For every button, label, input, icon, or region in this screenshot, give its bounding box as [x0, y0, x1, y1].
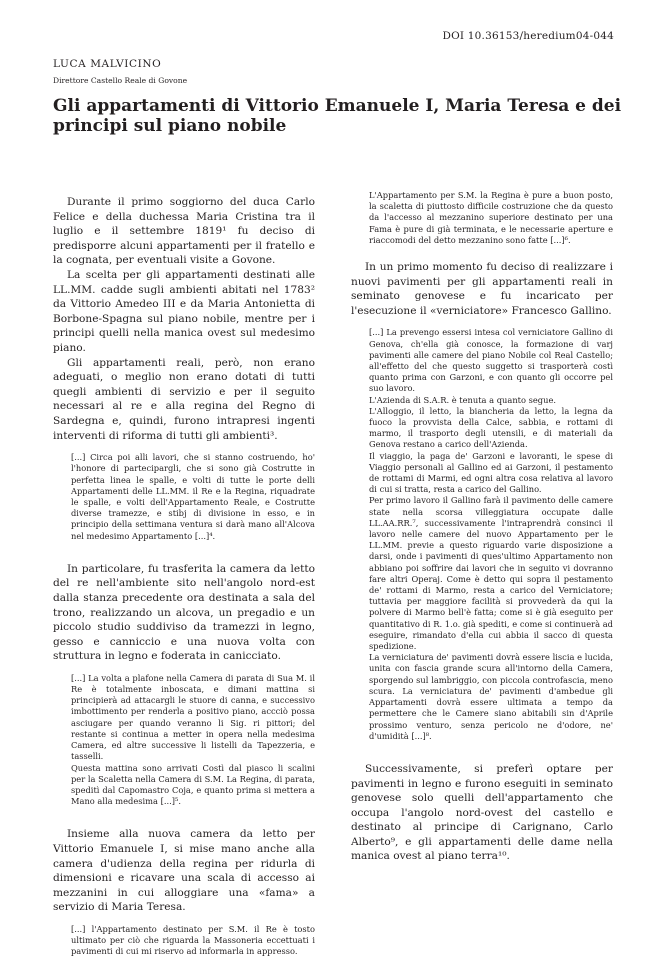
paragraph: Gli appartamenti reali, però, non erano adeguati, o meglio non erano dotati di tutti quegli ambienti di servizio e per il seguito necessari al re e alla regina del Regno di Sardegna e, quindi, furono intrapresi ingenti interventi di riforma di tutti gli ambienti³.	[53, 356, 315, 442]
left-column	[53, 195, 315, 957]
author-role: Direttore Castello Reale di Govone	[53, 76, 188, 85]
block-quote: [...] Circa poi alli lavori, che si stanno costruendo, ho' l'honore di partecipargli, che si sono già Costrutte in perfetta linea le spalle, e volti di tutte le porte delli Appartamenti delle LL.MM. il Re e la Regina, riquadrate le spalle, e volti dell'Appartamento Reale, e Costrutte diverse tramezze, e stibj di divisione in esso, e in principio della settimana ventura si darà mano all'Alcova nel medesimo Appartamento [...]⁴.	[71, 452, 315, 541]
paragraph: Durante il primo soggiorno del duca Carlo Felice e della duchessa Maria Cristina tra il luglio e il settembre 1819¹ fu deciso di predisporre alcuni appartamenti per il fratello e la cognata, per eventuali visite a Govone.	[53, 196, 315, 267]
article-title: Gli appartamenti di Vittorio Emanuele I, Maria Teresa e dei principi sul piano nobile	[53, 96, 622, 136]
block-quote: L'Appartamento per S.M. la Regina è pure a buon posto, la scaletta di piuttosto difficile costruzione che da questo da l'accesso al mezzanino superiore destinato per una Fama è pure di già terminata, e le necessarie aperture e riaccomodi del detto mezzanino sono fatte [...]⁶.	[369, 190, 613, 245]
block-quote: [...] La volta a plafone nella Camera di parata di Sua M. il Re è totalmente inboscata, e dimani mattina si principierà ad attacargli le stuore di canna, e successivo imbottimento per renderla a positivo piano, accciò possa asciugare per quando veranno li Sig. ri pittori; del restante si continua a metter in opera nella medesima Camera, ed altre successive li listelli da Tapezzeria, e tasselli. Questa mattina sono arrivati Costì dal piasco li scalini per la Scaletta nella Camera di S.M. La Regina, di parata, speditì dal Capomastro Coja, e quanto prima si mettera a Mano alla medesima [...]⁵.	[71, 672, 315, 807]
block-quote: [...] La prevengo essersi intesa col verniciatore Gallino di Genova, ch'ella già conosce, la formazione di varj pavimenti alle camere del piano Nobile col Real Castello; all'effetto del che questo suggetto si trasporterà costì quanto prima con Garzoni, e con quanto gli occorre pel suo lavoro. L'Azienda di S.A.R. è tenuta a quanto segue. L'Alloggio, il letto, la biancheria da letto, la legna da fuoco la provvista della Calce, sabbia, e rottami di marmo, il trasporto degli utensili, e di materiali da Genova restano a carico dell'Azienda. Il viaggio, la paga de' Garzoni e lavoranti, le spese di Viaggio personali al Gallino ed ai Garzoni, il pestamento de rottami di Marmi, ed ogni altra cosa relativa al lavoro di cui si tratta, resta a carico del Gallino. Per primo lavoro il Gallino farà il pavimento delle camere state nella scorsa villeggiatura occupate dalle LL.AA.RR.⁷, successivamente l'intraprendrà consinci il lavoro nelle camere del nuovo Appartamento per le LL.MM. previe a questo riguardo varie disposizione a darsi, onde i pavimenti di ques'ultimo Appartamento non abbiano poi soffrire dai lavori che in seguito vi dovranno fare altri Operaj. Come è detto qui sopra il pestamento de' rottami di Marmo, resta a carico del Verniciatore; tuttavia per maggiore facilità si provvederà da qui la polvere di Marmo bell'è fatta; come si è già eseguito per quantitativo di R. 1.o. già spediti, e come si continuerà ad eseguire, rimandato d'ella cui abbia il sacco di questa spedizione. La verniciatura de' pavimenti dovrà essere liscia e lucida, unita con fascia grande scura all'intorno della Camera, sporgendo sul lambriggio, con piccola controfascia, meno scura. La verniciatura de' pavimenti d'ambedue gli Appartamenti dovrà essere ultimata a tempo da permettere che le Camere siano abitabili sin d'Aprile prossimo venturo, senza pericolo ne d'odore, ne' d'umidità [...]⁸.	[369, 327, 613, 741]
paragraph: Successivamente, si preferì optare per pavimenti in legno e furono eseguiti in seminato genovese solo quelli dell'appartamento che occupa l'angolo nord-ovest del castello e destinato al principe di Carignano, Carlo Alberto⁹, e gli appartamenti delle dame nella manica ovest al piano terra¹⁰.	[351, 762, 613, 863]
doi: DOI 10.36153/heredium04-044	[442, 30, 614, 42]
block-quote: [...] l'Appartamento destinato per S.M. il Re è tosto ultimato per ciò che riguarda la Massoneria eccettuati i pavimenti di cui mi riservo ad informarla in appresso.	[71, 923, 315, 957]
paragraph: La scelta per gli appartamenti destinati alle LL.MM. cadde sugli ambienti abitati nel 1783² da Vittorio Amedeo III e da Maria Antonietta di Borbone-Spagna sul piano nobile, mentre per i principi quelli nella manica ovest sul medesimo piano.	[53, 268, 315, 354]
paragraph: Insieme alla nuova camera da letto per Vittorio Emanuele I, si mise mano anche alla camera d'udienza della regina per ridurla di dimensioni e ricavare una scala di accesso ai mezzanini in cui alloggiare una «fama» a servizio di Maria Teresa.	[53, 828, 315, 914]
paragraph: In particolare, fu trasferita la camera da letto del re nell'ambiente sito nell'angolo nord-est dalla stanza precedente ora destinata a sala del trono, realizzando un alcova, un pregadio e un piccolo studio suddiviso da tramezzi in legno, gesso e canniccio e una nuova volta con struttura in legno e foderata in canicciato.	[53, 562, 315, 663]
paragraph: In un primo momento fu deciso di realizzare i nuovi pavimenti per gli appartamenti reali in seminato genovese e fu incaricato per l'esecuzione il «verniciatore» Francesco Gallino.	[351, 261, 613, 317]
right-column	[351, 190, 613, 864]
author-name: LUCA MALVICINO	[53, 58, 162, 70]
